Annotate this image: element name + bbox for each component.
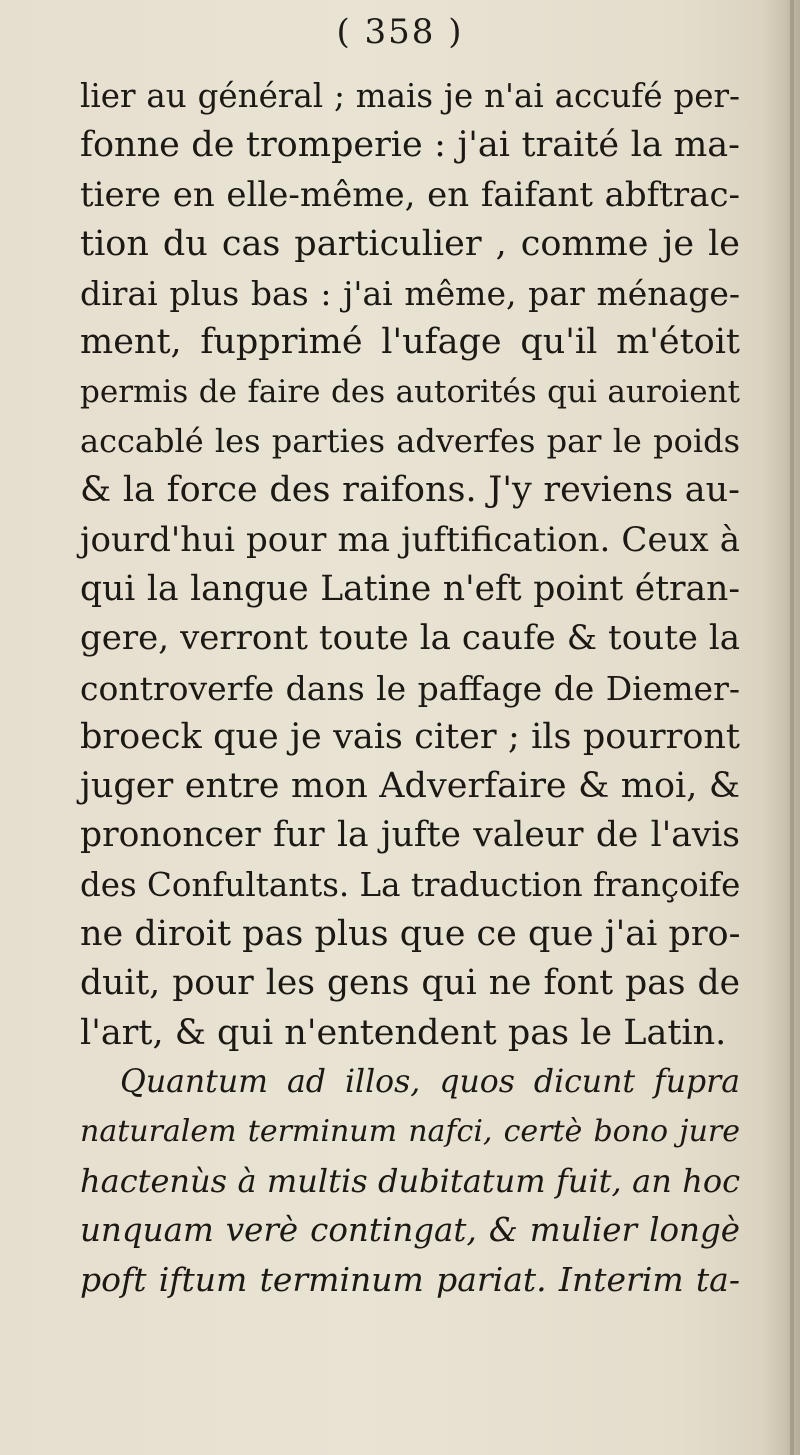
text-line: lier au général ; mais je n'ai accufé per- [80, 77, 740, 115]
text-line: broeck que je vais citer ; ils pourront [80, 716, 740, 757]
text-line: des Confultants. La traduction françoife [80, 865, 741, 904]
latin-quote-line: unquam verè contingat, & mulier longè [80, 1210, 740, 1249]
text-line: accablé les parties adverfes par le poids [80, 422, 740, 461]
text-line: controverfe dans le paffage de Diemer- [80, 668, 740, 708]
latin-quote-line: naturalem terminum nafci, certè bono jure [80, 1114, 740, 1150]
text-line: ne diroit pas plus que ce que j'ai pro- [80, 914, 741, 955]
text-line: prononcer fur la jufte valeur de l'avis [80, 815, 740, 856]
text-line: duit, pour les gens qui ne font pas de [80, 963, 740, 1004]
text-line: gere, verront toute la caufe & toute la [80, 618, 740, 659]
text-line: tiere en elle-même, en faifant abftrac- [80, 174, 740, 215]
text-line: fonne de tromperie : j'ai traité la ma- [80, 125, 740, 166]
page-edge-line [790, 0, 794, 1455]
text-line: tion du cas particulier , comme je le [80, 223, 740, 264]
body-text [80, 72, 780, 1304]
page-number: ( 358 ) [336, 12, 464, 52]
latin-quote-line: poft iftum terminum pariat. Interim ta- [80, 1260, 740, 1300]
text-line: jourd'hui pour ma juftification. Ceux à [80, 519, 740, 560]
text-line: qui la langue Latine n'eft point étran- [80, 568, 740, 609]
text-line: l'art, & qui n'entendent pas le Latin. [80, 1012, 727, 1053]
text-line: juger entre mon Adverfaire & moi, & [80, 766, 740, 807]
text-line: & la force des raifons. J'y reviens au- [80, 470, 740, 511]
text-line: permis de faire des autorités qui auroient [80, 373, 740, 410]
latin-quote-line: hactenùs à multis dubitatum fuit, an hoc [80, 1161, 740, 1200]
text-line: dirai plus bas : j'ai même, par ménage- [80, 274, 740, 314]
text-line: ment, fupprimé l'ufage qu'il m'étoit [80, 322, 740, 363]
latin-quote-line: Quantum ad illos, quos dicunt fupra [120, 1063, 740, 1100]
